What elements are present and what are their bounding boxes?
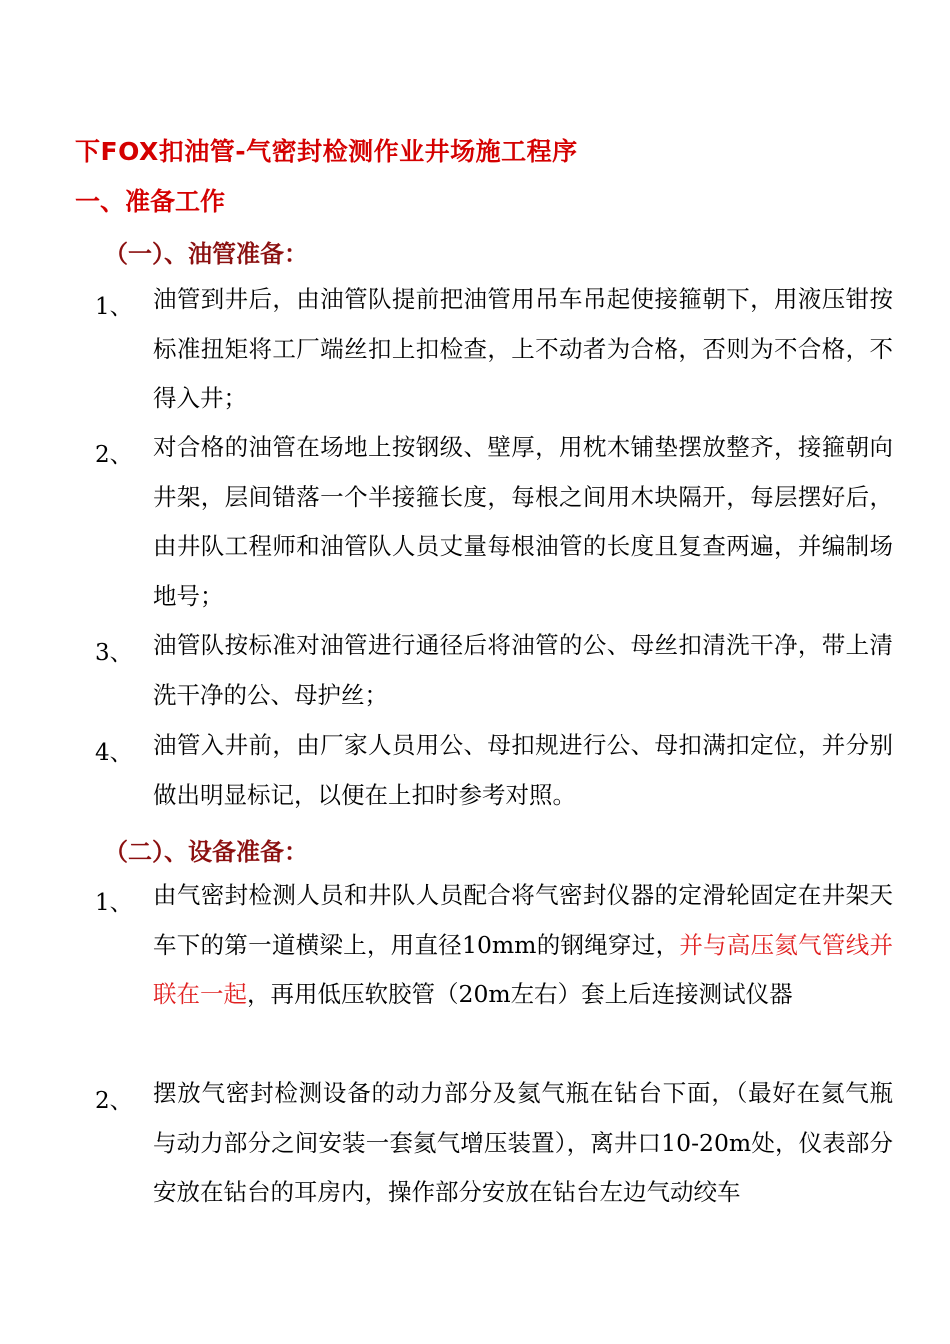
highlighted-text: 并与高压氦气管线并联在一起	[153, 930, 893, 1008]
list-item-text-part: ，再用低压软胶管（20m左右）套上后连接测试仪器	[247, 980, 793, 1008]
list-item-number: 1、	[95, 890, 133, 916]
list-item-text: 油管到井后，由油管队提前把油管用吊车吊起使接箍朝下，用液压钳按标准扭矩将工厂端丝扣上扣检查，上不动者为合格，否则为不合格，不得入井；	[153, 285, 893, 412]
subsection-heading-tubing: （一）、油管准备：	[104, 240, 308, 268]
list-item-text: 油管队按标准对油管进行通径后将油管的公、母丝扣清洗干净，带上清洗干净的公、母护丝；	[153, 631, 893, 709]
list-item-number: 3、	[95, 640, 133, 666]
list-item-text: 油管入井前，由厂家人员用公、母扣规进行公、母扣满扣定位，并分别做出明显标记，以便在上扣时参考对照。	[153, 731, 893, 809]
list-item-text: 摆放气密封检测设备的动力部分及氦气瓶在钻台下面，（最好在氦气瓶与动力部分之间安装一套氦气增压装置），离井口10-20m处，仪表部分安放在钻台的耳房内，操作部分安放在钻台左边气动绞车	[153, 1079, 893, 1206]
section-heading: 一、准备工作	[75, 187, 226, 216]
list-item-text-part: 由气密封检测人员和井队人员配合将气密封仪器的定滑轮固定在井架天车下的第一道横梁上，用直径10mm的钢绳穿过，	[153, 881, 893, 959]
list-item-number: 4、	[95, 740, 133, 766]
list-item-number: 1、	[95, 294, 133, 320]
list-item-number: 2、	[95, 442, 133, 468]
list-item-text	[153, 871, 893, 1020]
list-item-number: 2、	[95, 1088, 133, 1114]
subsection-heading-equipment: （二）、设备准备：	[104, 838, 308, 866]
list-item-text: 对合格的油管在场地上按钢级、壁厚，用枕木铺垫摆放整齐，接箍朝向井架，层间错落一个半接箍长度，每根之间用木块隔开，每层摆好后，由井队工程师和油管队人员丈量每根油管的长度且复查两遍，并编制场地号；	[153, 433, 893, 610]
document-title: 下FOX扣油管-气密封检测作业井场施工程序	[75, 137, 578, 166]
